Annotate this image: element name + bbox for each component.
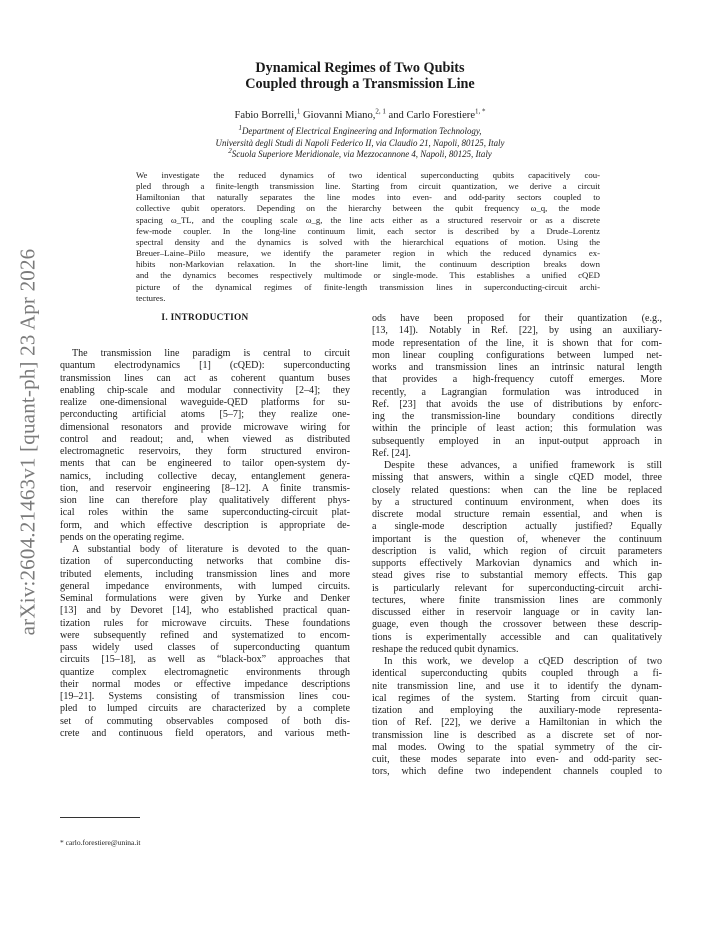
body-text-line: tors, which define two independent channels coupled to <box>372 766 662 778</box>
author-2: Giovanni Miano, <box>300 110 376 121</box>
arxiv-identifier-text: arXiv:2604.21463v1 [quant-ph] 23 Apr 2026 <box>15 248 40 636</box>
abstract-line: Breuer–Laine–Piilo measure, we identify the parameter region in which the reduced dynamics ex- <box>136 248 600 259</box>
body-text-line: form, and which effective description is appropriate de- <box>60 519 350 531</box>
body-text-line: pass widely used classes of superconducting quantum <box>60 642 350 653</box>
body-text-line: guage, even though the crossover between these descrip- <box>372 619 662 631</box>
body-text-line: tion, and reservoir engineering [8–12]. A finite transmis- <box>60 482 350 494</box>
body-text-line: crete and continuous field operators, and various meth- <box>60 727 350 739</box>
abstract-line: and the dynamics becomes respectively multimode or single-mode. This establishes a unified cQED <box>136 270 600 281</box>
body-text-line: nite transmission line, and use it to identify the dynam- <box>372 680 662 692</box>
author-1: Fabio Borrelli, <box>234 110 297 121</box>
title-line-2: Coupled through a Transmission Line <box>245 76 475 92</box>
body-text-line: [13] and by Devoret [14], who established practical quan- <box>60 605 350 617</box>
body-text-line: namics, including collective decay, entanglement genera- <box>60 470 350 482</box>
body-text-line: mon linear coupling configurations between lumped net- <box>372 349 662 361</box>
body-text-line: stead gives rise to substantial memory effects. This gap <box>372 570 662 582</box>
body-text-line: discrete modal structure remain essential, and when is <box>372 509 662 520</box>
body-text-line: discussed either in reservoir language or in cavity lan- <box>372 607 662 618</box>
body-text-line: ing the transmission-line boundary conditions directly <box>372 411 662 422</box>
affiliation-text: Scuola Superiore Meridionale, via Mezzocannone 4, Napoli, 80125, Italy <box>231 149 492 159</box>
body-text-line: mode representation of the line, it is shown that for com- <box>372 337 662 349</box>
abstract <box>136 170 600 304</box>
body-text-line: tributed elements, including transmission lines and more <box>60 568 350 580</box>
body-text-line: tion of Ref. [22], we derive a Hamiltonian in which the <box>372 717 662 729</box>
body-text-line: cuit, these modes separate into even- and odd-parity sec- <box>372 754 662 765</box>
abstract-line: few-mode coupler. In the long-line continuum limit, each sector is described by a Drude–Lorentz <box>136 225 600 236</box>
abstract-line: spectral density and the dynamics is solved with the hierarchical equations of motion. Using the <box>136 236 600 247</box>
body-text-line: missing that answers, within a single cQED model, three <box>372 472 662 484</box>
body-text-line: is particularly relevant for superconducting-circuit archi- <box>372 582 662 594</box>
body-text-line: important is the question of, whenever the continuum <box>372 533 662 545</box>
body-text-line: a single-mode description actually justified? Equally <box>372 521 662 533</box>
author-list <box>0 107 720 121</box>
body-text-line: transmission line is described as a discrete set of nor- <box>372 729 662 741</box>
body-text-line: set of commuting observables composed of both dis- <box>60 715 350 727</box>
body-text-line: subsequently employed in an input-output approach in <box>372 435 662 447</box>
body-text-line: ods have been proposed for their quantization (e.g., <box>372 313 662 324</box>
body-text-line: pled to lumped circuits are characterized by a complete <box>60 703 350 715</box>
body-text-line: perconducting artificial atoms [5–7]; they realize one- <box>60 409 350 421</box>
body-text-line: quantize complex electromagnetic environments through <box>60 666 350 678</box>
body-text-line: [13, 14]). Notably in Ref. [22], by using an auxiliary- <box>372 325 662 337</box>
body-text-line: their normal modes or effective impedance descriptions <box>60 678 350 690</box>
body-text-line: that provides a high-frequency cutoff emerges. More <box>372 374 662 386</box>
body-text-line: circuits [15–18], as well as “black-box” approaches that <box>60 654 350 666</box>
body-text-line: tization of superconducting networks that combine dis- <box>60 556 350 568</box>
affiliations <box>0 126 720 161</box>
abstract-line: tectures. <box>136 292 166 303</box>
body-text-line: general impedance environments, with lumped circuits. <box>60 580 350 592</box>
affiliation-line <box>0 138 720 150</box>
body-text-line: tization rules for microwave circuits. These foundations <box>60 617 350 629</box>
body-text-line: by a structured continuum environment, when does its <box>372 496 662 508</box>
arxiv-identifier-stamp <box>8 232 48 652</box>
body-text-line: sion line can therefore play qualitatively different phys- <box>60 495 350 506</box>
affiliation-mark: 2 <box>228 147 232 156</box>
abstract-line: picture of the dynamical regimes of finite-length transmission lines in superconducting-circuit archi- <box>136 281 600 292</box>
body-text-line: electromagnetic reservoirs, they form structured environ- <box>60 446 350 457</box>
body-text-line: identical superconducting qubits coupled through a fi- <box>372 668 662 680</box>
section-heading-introduction: I. INTRODUCTION <box>161 313 249 323</box>
author-3: and Carlo Forestiere <box>385 110 476 121</box>
body-text-line: Ref. [24]. <box>372 447 411 459</box>
affiliation-text: Department of Electrical Engineering and Information Technology, <box>241 126 482 136</box>
body-text-line: tions is experimentally accessible and can qualitatively <box>372 631 662 643</box>
body-text-line: Seminal formulations were given by Yurke and Denker <box>60 593 350 604</box>
body-text-line: mal modes. Owing to the spatial symmetry of the cir- <box>372 741 662 753</box>
affiliation-line <box>0 149 720 161</box>
body-text-line: ments that can be engineered to tailor open-system dy- <box>60 458 350 470</box>
body-text-line: quantum electrodynamics [1] (cQED): superconducting <box>60 360 350 372</box>
body-text-line: ical regimes of the system. Starting from circuit quan- <box>372 692 662 704</box>
abstract-line: We investigate the reduced dynamics of two identical superconducting qubits capacitively cou- <box>136 170 600 180</box>
abstract-line: pled through a finite-length transmission line. Starting from circuit quantization, we derive a circuit <box>136 181 600 192</box>
abstract-line: hibits non-Markovian relaxation. In the short-line limit, the continuum description breaks down <box>136 259 600 270</box>
body-text-line: were subsequently refined and systematized to encom- <box>60 629 350 641</box>
body-text-line: control and readout; and, when viewed as distributed <box>60 433 350 445</box>
body-text-line: enabling chip-scale and modular connectivity [2–4]; they <box>60 384 350 396</box>
body-text-line: recently, a Lagrangian formulation was introduced in <box>372 386 662 398</box>
body-text-line: tization and employing the auxiliary-mode representa- <box>372 705 662 716</box>
footnote-rule <box>60 817 140 818</box>
body-text-line: dimensional resonators and provide microwave wiring for <box>60 421 350 433</box>
body-text-line: reshape the reduced qubit dynamics. <box>372 643 519 655</box>
abstract-line: spacing ω_TL, and the coupling scale ω_g, the line acts either as a structured reservoir or as a discrete <box>136 214 600 225</box>
abstract-line: Hamiltonian that naturally separates the line modes into even- and odd-parity sectors coupled to <box>136 192 600 203</box>
left-column <box>60 310 350 740</box>
body-text-line: closely related questions: when can the line be replaced <box>372 484 662 496</box>
body-text-line: The transmission line paradigm is central to circuit <box>72 348 350 359</box>
right-column <box>372 313 662 779</box>
body-text-line: A substantial body of literature is devoted to the quan- <box>72 544 350 555</box>
body-text-line: [19–21]. Systems consisting of transmission lines cou- <box>60 691 350 702</box>
paper-title <box>0 60 720 92</box>
affiliation-line <box>0 126 720 138</box>
body-text-line: Despite these advances, a unified framework is still <box>384 460 662 471</box>
body-text-line: supports effectively Markovian dynamics and which in- <box>372 558 662 569</box>
author-2-affil: 2, 1 <box>375 107 386 116</box>
body-text-line: Ref. [23] that avoids the use of distributions by enforc- <box>372 398 662 410</box>
body-text-line: works and transmission lines an intrinsic natural length <box>372 362 662 373</box>
body-text-line: realize one-dimensional waveguide-QED platforms for su- <box>60 397 350 408</box>
body-text-line: pends on the operating regime. <box>60 531 185 543</box>
body-text-line: transmission lines can act as coherent quantum buses <box>60 372 350 384</box>
footnote-email: * carlo.forestiere@unina.it <box>60 838 141 847</box>
affiliation-text: Università degli Studi di Napoli Federico II, via Claudio 21, Napoli, 80125, Italy <box>215 137 505 148</box>
body-text-line: within the principle of least action; this formulation was <box>372 423 662 435</box>
abstract-line: collective qubit operators. Depending on the hierarchy between the qubit frequency ω_q, the mode <box>136 203 600 214</box>
title-line-1: Dynamical Regimes of Two Qubits <box>255 60 465 76</box>
affiliation-mark: 1 <box>238 124 242 133</box>
author-1-affil: 1 <box>296 107 301 116</box>
body-text-line: ical roles within the same superconducting-circuit plat- <box>60 507 350 519</box>
body-text-line: description is valid, which region of circuit parameters <box>372 545 662 557</box>
body-text-line: In this work, we develop a cQED description of two <box>384 656 662 667</box>
author-3-affil: 1, * <box>475 107 486 116</box>
body-text-line: tectures, where finite transmission lines are commonly <box>372 594 662 606</box>
